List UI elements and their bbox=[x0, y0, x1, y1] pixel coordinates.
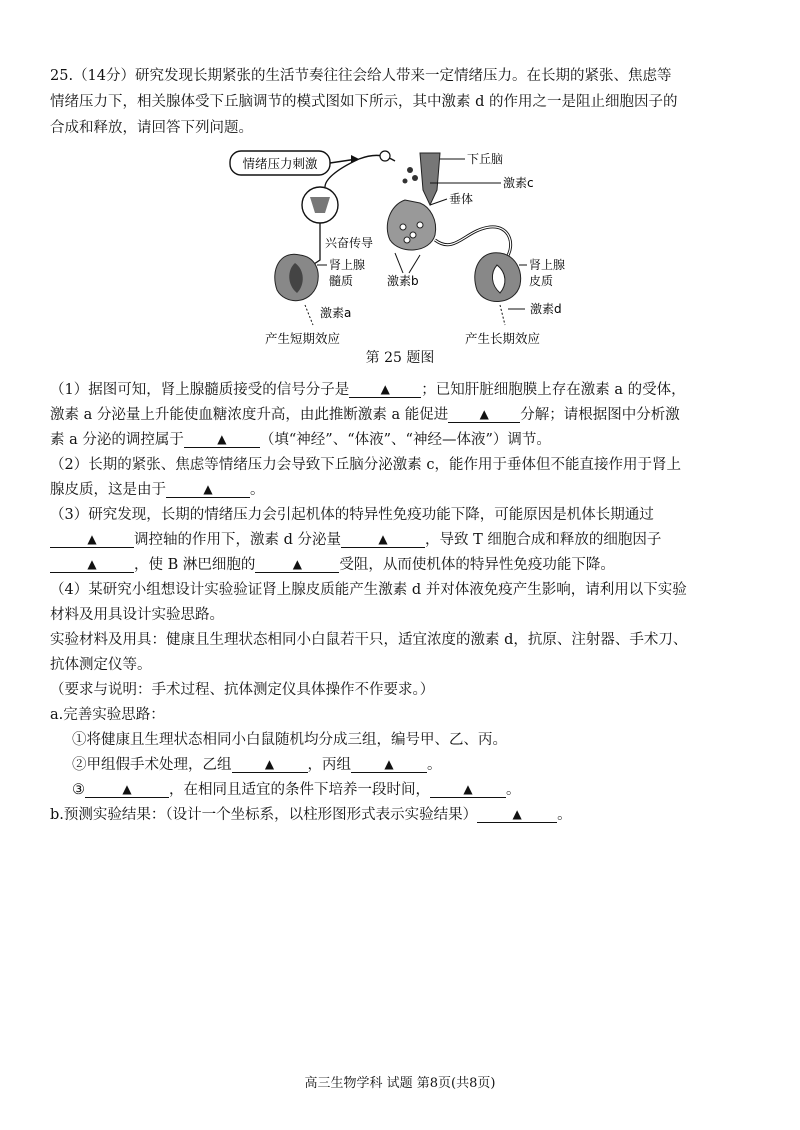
label-hormone-d: 激素d bbox=[530, 302, 562, 316]
part4-line-4: 抗体测定仪等。 bbox=[50, 657, 152, 673]
hormone-c-dot bbox=[407, 167, 413, 173]
answer-blank[interactable]: ▲ bbox=[50, 555, 134, 573]
label-medulla-2: 髓质 bbox=[329, 274, 354, 288]
question-stem-line-3: 合成和释放，请回答下列问题。 bbox=[50, 120, 253, 136]
label-cortex-1: 肾上腺 bbox=[529, 258, 566, 272]
question-number: 25. bbox=[50, 68, 74, 84]
part3-line-1: （3）研究发现，长期的情绪压力会引起机体的特异性免疫功能下降，可能原因是机体长期通过 bbox=[50, 507, 654, 523]
label-hormone-c: 激素c bbox=[503, 176, 534, 190]
pituitary-dot bbox=[417, 222, 423, 228]
label-long-effect: 产生长期效应 bbox=[465, 331, 541, 346]
answer-blank[interactable]: ▲ bbox=[430, 780, 506, 798]
part2-line-1: （2）长期的紧张、焦虑等情绪压力会导致下丘脑分泌激素 c，能作用于垂体但不能直接作用于肾上 bbox=[50, 457, 681, 473]
answer-blank[interactable]: ▲ bbox=[448, 405, 520, 423]
part4-line-1: （4）某研究小组想设计实验验证肾上腺皮质能产生激素 d 并对体液免疫产生影响，请利用以下实验 bbox=[50, 582, 687, 598]
hormone-c-dot bbox=[403, 179, 408, 184]
label-hormone-a: 激素a bbox=[320, 306, 352, 320]
answer-blank[interactable]: ▲ bbox=[477, 805, 557, 823]
label-pointer bbox=[395, 253, 403, 273]
hormone-a-path bbox=[305, 305, 313, 325]
question-stem-line-1: 25.（14分）研究发现长期紧张的生活节奏往往会给人带来一定情绪压力。在长期的紧张、焦虑等 bbox=[50, 68, 672, 84]
label-hypothalamus: 下丘脑 bbox=[467, 152, 504, 166]
answer-blank[interactable]: ▲ bbox=[184, 430, 260, 448]
answer-blank[interactable]: ▲ bbox=[351, 755, 427, 773]
part3-line-3: ▲ ，使 B 淋巴细胞的 ▲ 受阻，从而使机体的特异性免疫功能下降。 bbox=[50, 555, 760, 575]
pituitary-dot bbox=[400, 224, 406, 230]
part4-line-5: （要求与说明：手术过程、抗体测定仪具体操作不作要求。） bbox=[50, 682, 435, 698]
neuron-body bbox=[380, 151, 390, 161]
part1-line-3: 素 a 分泌的调控属于 ▲ （填“神经”、“体液”、“神经—体液”）调节。 bbox=[50, 432, 551, 448]
label-medulla-1: 肾上腺 bbox=[329, 258, 366, 272]
part2-line-2: 腺皮质，这是由于 ▲ 。 bbox=[50, 482, 265, 498]
answer-blank[interactable]: ▲ bbox=[50, 530, 134, 548]
part4-line-2: 材料及用具设计实验思路。 bbox=[50, 607, 224, 623]
figure-caption: 第 25 题图 bbox=[365, 350, 435, 366]
part4-b-line: b.预测实验结果：（设计一个坐标系，以柱形图形式表示实验结果） ▲ 。 bbox=[50, 807, 572, 823]
answer-blank[interactable]: ▲ bbox=[349, 380, 421, 398]
question-stem-line-2: 情绪压力下，相关腺体受下丘脑调节的模式图如下所示，其中激素 d 的作用之一是阻止细胞因子的 bbox=[50, 94, 678, 110]
page-footer: 高三生物学科 试题 第8页(共8页) bbox=[304, 1076, 496, 1091]
label-excitation: 兴奋传导 bbox=[325, 236, 374, 250]
part1-line-1: （1）据图可知，肾上腺髓质接受的信号分子是 ▲ ；已知肝脏细胞膜上存在激素 a 的受体， bbox=[50, 382, 686, 398]
part1-line-2: 激素 a 分泌量上升能使血糖浓度升高，由此推断激素 a 能促进 ▲ 分解；请根据图中分析激 bbox=[50, 407, 680, 423]
part4-line-3: 实验材料及用具：健康且生理状态相同小白鼠若干只，适宜浓度的激素 d，抗原、注射器、手术刀、 bbox=[50, 632, 688, 648]
pituitary-dot bbox=[410, 232, 416, 238]
answer-blank[interactable]: ▲ bbox=[232, 755, 308, 773]
pituitary-shape bbox=[387, 200, 435, 250]
part4-step-3: ③ ▲ ，在相同且适宜的条件下培养一段时间， ▲ 。 bbox=[72, 782, 521, 798]
label-short-effect: 产生短期效应 bbox=[265, 331, 341, 346]
pituitary-dot bbox=[404, 237, 410, 243]
part4-step-2: ②甲组假手术处理，乙组 ▲ ，丙组 ▲ 。 bbox=[72, 757, 442, 773]
hormone-regulation-diagram bbox=[225, 145, 575, 355]
answer-blank[interactable]: ▲ bbox=[341, 530, 425, 548]
answer-blank[interactable]: ▲ bbox=[166, 480, 250, 498]
stimulus-label: 情绪压力刺激 bbox=[242, 156, 318, 171]
answer-blank[interactable]: ▲ bbox=[85, 780, 169, 798]
part4-step-1: ①将健康且生理状态相同小白鼠随机均分成三组，编号甲、乙、丙。 bbox=[72, 732, 507, 748]
part3-line-2: ▲ 调控轴的作用下，激素 d 分泌量 ▲ ，导致 T 细胞合成和释放的细胞因子 bbox=[50, 530, 760, 550]
hormone-d-path bbox=[500, 305, 505, 325]
answer-blank[interactable]: ▲ bbox=[255, 555, 339, 573]
label-pointer bbox=[409, 255, 420, 273]
label-pituitary: 垂体 bbox=[449, 192, 474, 206]
hormone-c-dot bbox=[412, 175, 418, 181]
hypothalamus-shape bbox=[420, 153, 440, 205]
label-cortex-2: 皮质 bbox=[529, 274, 554, 288]
label-hormone-b: 激素b bbox=[387, 274, 419, 288]
part4-a-title: a.完善实验思路： bbox=[50, 707, 165, 723]
